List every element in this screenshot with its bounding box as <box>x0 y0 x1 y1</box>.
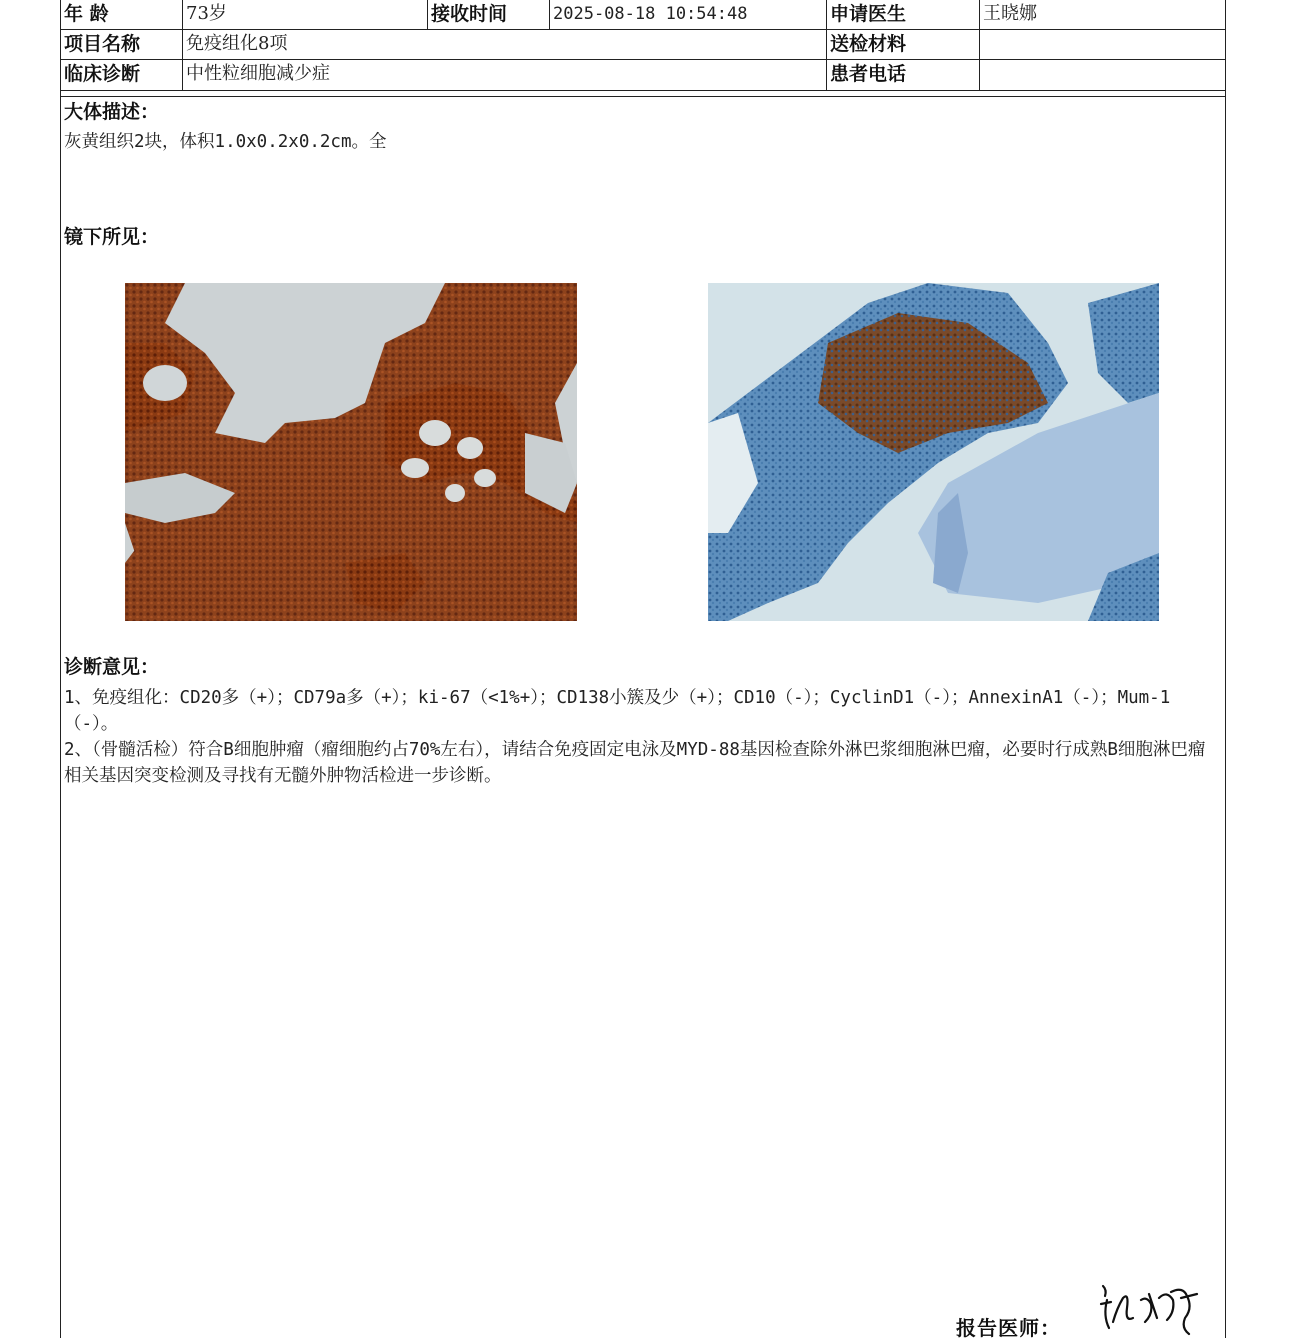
handwritten-signature <box>1097 1278 1207 1338</box>
clinical-diagnosis-label: 临床诊断 <box>64 63 141 85</box>
patient-phone-value <box>980 60 1220 90</box>
header-divider <box>61 93 1225 97</box>
diagnosis-line-2: 2、（骨髓活检）符合B细胞肿瘤（瘤细胞约占70%左右），请结合免疫固定电泳及MYD-88基因检查除外淋巴浆细胞淋巴瘤，必要时行成熟B细胞淋巴瘤相关基因突变检测及寻找有无髓外肿物活检进一步诊断。 <box>64 740 1206 786</box>
microscopy-title: 镜下所见： <box>64 226 160 248</box>
patient-phone-label: 患者电话 <box>830 63 907 85</box>
project-name-label: 项目名称 <box>64 33 141 55</box>
diagnosis-line-1: 1、免疫组化：CD20多（+）；CD79a多（+）；ki-67（<1%+）；CD138小簇及少（+）；CD10（-）；CyclinD1（-）；AnnexinA1（-）；Mum-1（-）。 <box>64 688 1171 734</box>
specimen-label: 送检材料 <box>830 33 907 55</box>
specimen-value <box>980 30 1220 59</box>
age-value: 73岁 <box>186 3 227 24</box>
header-row-age <box>61 0 1225 30</box>
diagnosis-title: 诊断意见： <box>64 656 160 678</box>
header-row-project <box>61 30 1225 60</box>
gross-text: 灰黄组织2块，体积1.0x0.2x0.2cm。全 <box>64 132 387 152</box>
gross-title: 大体描述： <box>64 101 160 123</box>
requesting-doctor-label: 申请医生 <box>830 3 907 25</box>
requesting-doctor-value: 王晓娜 <box>983 3 1037 24</box>
clinical-diagnosis-value: 中性粒细胞减少症 <box>186 63 330 84</box>
age-label: 年 龄 <box>64 3 109 25</box>
header-row-clinical <box>61 60 1225 91</box>
receive-time-label: 接收时间 <box>431 3 508 25</box>
micrograph-brown-stain <box>125 283 577 621</box>
reporter-label: 报告医师： <box>956 1316 1061 1340</box>
receive-time-value: 2025-08-18 10:54:48 <box>553 4 748 24</box>
project-name-value: 免疫组化8项 <box>186 33 288 54</box>
report-sheet <box>60 0 1226 1338</box>
micrograph-blue-stain <box>708 283 1159 621</box>
